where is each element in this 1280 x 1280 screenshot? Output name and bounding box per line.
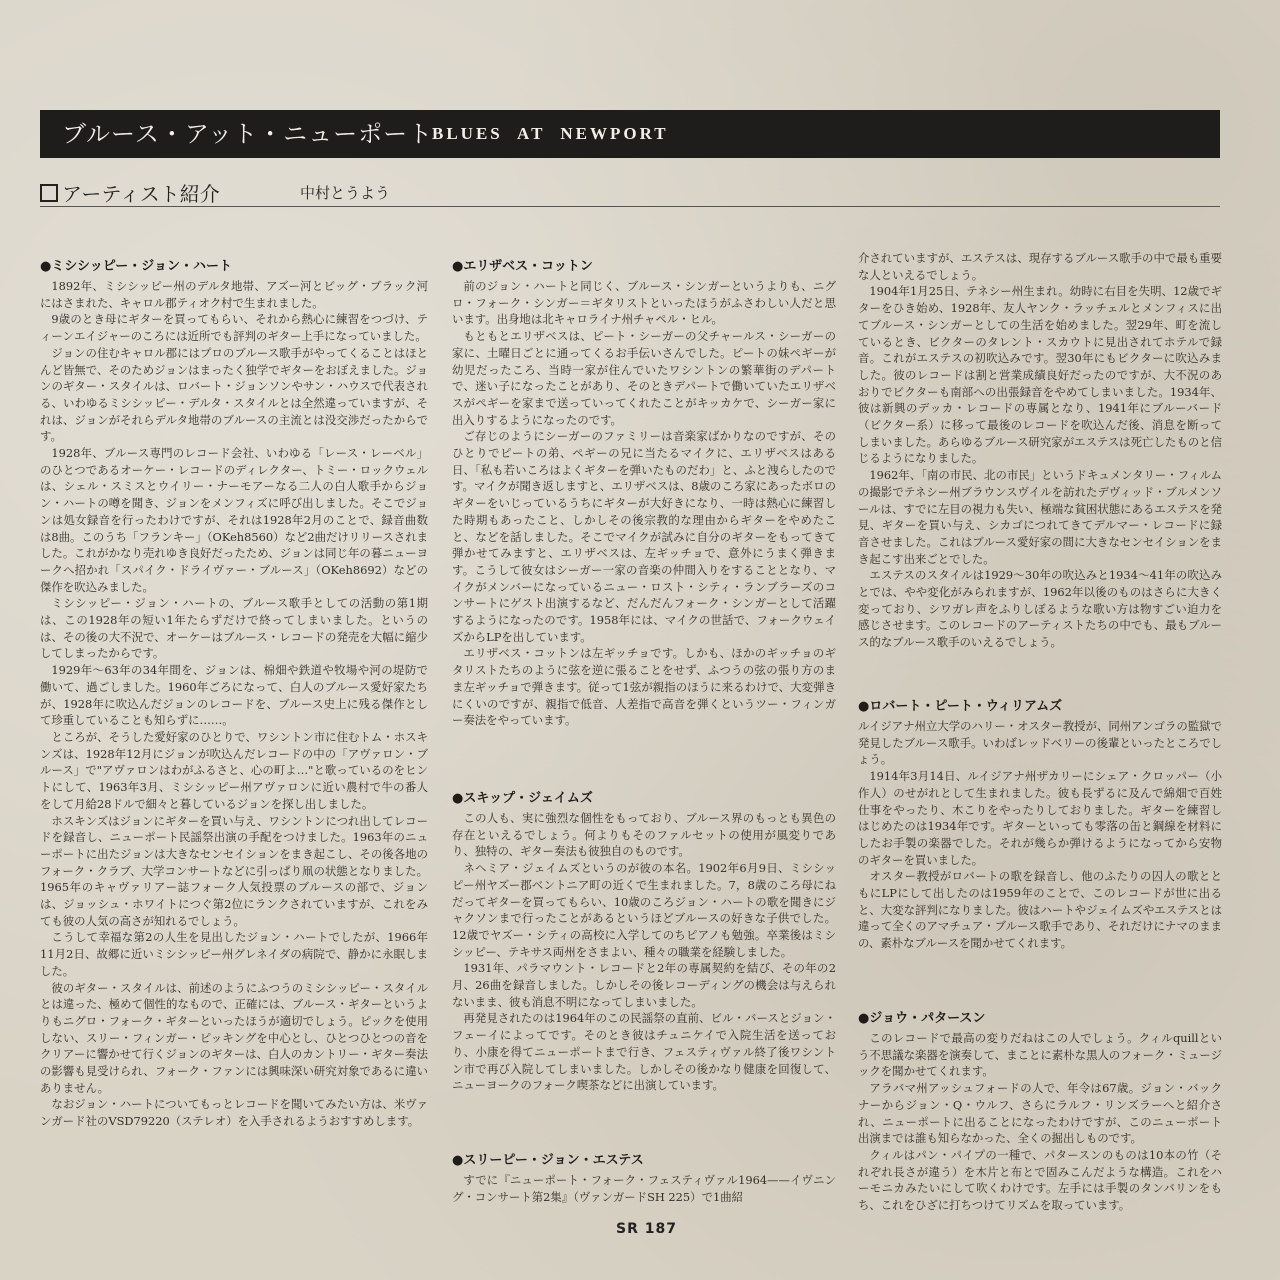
body-paragraph: ところが、そうした愛好家のひとりで、ワシントン市に住むトム・ホスキンズは、1928年12月にジョンが吹込んだレコードの中の「アヴァロン・ブルース」で"アヴァロンはわがふるさと、心の町よ…"と歌っているのをヒントにして、1963年3月、ミシシッピー州アヴァロンに近い農村で牛の番人をして月給28ドルで細々と暮しているジョンを探し出しました。 xyxy=(40,729,428,811)
artist-heading: ●ミシシッピー・ジョン・ハート xyxy=(40,259,232,274)
artist-heading: ●ジョウ・パタースン xyxy=(858,1011,986,1026)
body-paragraph: すでに『ニューポート・フォーク・フェスティヴァル1964——イヴニング・コンサート第2集』（ヴァンガードSH 225）で1曲紹 xyxy=(452,1173,836,1204)
body-paragraph: クィルはパン・パイプの一種で、パタースンのものは10本の竹（それぞれ長さが違う）を木片と布とで固みこんだような構造。これをハーモニカみたいにして吹くわけです。左手には手製のタンバリンをもち、これをひざに打ちつけてリズムを取っています。 xyxy=(858,1147,1222,1213)
artist-section xyxy=(452,790,836,1094)
body-paragraph: ミシシッピー・ジョン・ハートの、ブルース歌手としての活動の第1期は、この1928年の短い1年たらずだけで終ってしまいました。というのは、その後の大不況で、オーケーはブルース・レコードの発売を大幅に縮少してしまったからです。 xyxy=(40,596,428,661)
body-paragraph: 1928年、ブルース専門のレコード会社、いわゆる「レース・レーベル」のひとつであるオーケー・レコードのディレクター、トミー・ロックウェルは、シェル・スミスとウイリー・ナーモアーなる二人の白人歌手からジョン・ハートの噂を聞き、ジョンをメンフィズに呼び出しました。そこでジョンは処女録音を行ったわけですが、それは1928年2月のことで、録音曲数は8曲。このうち「フランキー」（OKeh8560）など2曲だけリリースされました。これがかなり売れゆき良好だったため、ジョンは同じ年の暮ニューヨークへ招かれ「スパイク・ドライヴァー・ブルース」（OKeh8692）などの傑作を吹込みました。 xyxy=(40,446,428,594)
artist-heading: ●ロバート・ピート・ウィリアムズ xyxy=(858,699,1063,714)
body-paragraph: 介されていますが、エステスは、現存するブルース歌手の中で最も重要な人といえるでしょう。 xyxy=(858,251,1222,282)
artist-heading: ●スキップ・ジェイムズ xyxy=(452,791,593,806)
artist-section xyxy=(858,698,1222,952)
body-paragraph: アラバマ州アッシュフォードの人で、年令は67歳。ジョン・バックナーからジョン・Q・ウルフ、さらにラルフ・リンズラーへと紹介され、ニューポートに出ることになったわけですが、このニューポート出演までは誰も知らなかった、全くの掘出しものです。 xyxy=(858,1081,1222,1146)
artist-section xyxy=(452,258,836,729)
artist-heading: ●エリザベス・コットン xyxy=(452,259,593,274)
section-title xyxy=(40,178,220,207)
artist-section xyxy=(452,1152,836,1205)
body-paragraph: 1904年1月25日、テネシー州生まれ。幼時に右目を失明、12歳でギターをひき始め、1928年、友人ヤンク・ラッチェルとメンフィスに出てブルース・シンガーとしての生活を始めました。翌29年、町を流しているとき、ビクターのタレント・スカウトに見出されてホテルで録音。これがエステスの初吹込みです。翌30年にもビクターに吹込みました。彼のレコードは割と営業成績良好だったのですが、大不況のあおりでビクターも南部への出張録音をやめてしまいました。1934年、彼は新興のデッカ・レコードの専属となり、1941年にブルーバード（ビクター系）に移って最後のレコードを吹込んだ後、消息を断ってしまいました。あらゆるブルース研究家がエステスは死亡したものと信じるようになりました。 xyxy=(858,284,1222,466)
body-paragraph: エステスのスタイルは1929～30年の吹込みと1934～41年の吹込みとでは、やや変化がみられますが、1962年以後のものはさらに大きく変っており、シワガレ声をふりしぼるような歌い方は物すごい迫力を感じさせます。このレコードのアーティストたちの中でも、最もブルース的なブルース歌手のいえるでしょう。 xyxy=(858,568,1222,650)
body-paragraph: こうして幸福な第2の人生を見出したジョン・ハートでしたが、1966年11月2日、故郷に近いミシシッピー州グレネイダの病院で、静かに永眠しました。 xyxy=(40,930,428,978)
body-paragraph: エリザベス・コットンは左ギッチョです。しかも、ほかのギッチョのギタリストたちのように弦を逆に張ることをせず、ふつうの弦の張り方のまま左ギッチョで弾きます。従って1弦が親指のほうに来るわけで、大変弾きにくいのですが、親指で低音、人差指で高音を弾くというツー・フィンガー奏法をやっています。 xyxy=(452,646,836,728)
body-paragraph: 再発見されたのは1964年のこの民謡祭の直前、ビル・バースとジョン・フェーイによってです。そのとき彼はチュニケイで入院生活を送っており、小康を得てニューポートまで行き、フェスティヴァル終了後ワシントン市で再び入院してしまいました。しかしその後かなり健康を回復して、ニューヨークのフォーク喫茶などに出演しています。 xyxy=(452,1011,836,1093)
title-japanese: ブルース・アット・ニューポート xyxy=(62,120,434,148)
author-name: 中村とうよう xyxy=(300,184,391,202)
body-paragraph: ご存じのようにシーガーのファミリーは音楽家ばかりなのですが、そのひとりでピートの弟、ペギーの兄に当たるマイクに、エリザベスはある日、「私も若いころはよくギターを弾いたものだわ」と、ふと洩らしたのです。マイクが聞き返しますと、エリザベスは、8歳のころ家にあったボロのギターをいじっているうちにギターが大好きになり、一時は熱心に練習した時期もあったこと、しかしその後宗教的な理由からギターをやめたこと、などを話しました。そこでマイクが試みに自分のギターをもってきて弾かせてみますと、エリザベスは、左ギッチョで、意外にうまく弾きます。こうして彼女はシーガー一家の音楽の仲間入りをすることとなり、マイクがメンバーになっているニュー・ロスト・シティ・ランブラーズのコンサートにゲスト出演するなど、だんだんフォーク・シンガーとして活躍するようになったのです。1958年には、マイクの世話で、フォークウェイズからLPを出しています。 xyxy=(452,429,836,644)
artist-section xyxy=(858,250,1222,651)
body-paragraph: この人も、実に強烈な個性をもっており、ブルース界のもっとも異色の存在といえるでしょう。何よりもそのファルセットの使用が風変りであり、独特の、ギター奏法も彼独自のものです。 xyxy=(452,811,836,859)
body-paragraph: 1914年3月14日、ルイジアナ州ザカリーにシェア・クロッパー（小作人）のせがれとして生まれました。彼も長ずるに及んで綿畑で百姓仕事をやったり、木こりをやったりしておりました。ギターを練習しはじめたのは1934年です。ギターといっても零落の缶と鋼線を材料にしたお手製の楽器でした。それが幾らか弾けるようになってから安物のギターを買いました。 xyxy=(858,769,1222,867)
body-paragraph: 1892年、ミシシッピー州のデルタ地帯、アズー河とビッグ・ブラック河にはさまれた、キャロル郡ティオク村で生まれました。 xyxy=(40,279,428,310)
body-paragraph: ルイジアナ州立大学のハリー・オスター教授が、同州アンゴラの監獄で発見したブルース歌手。いわばレッドベリーの後輩といったところでしょう。 xyxy=(858,719,1222,767)
section-header xyxy=(40,174,1220,208)
body-paragraph: もともとエリザベスは、ピート・シーガーの父チャールス・シーガーの家に、土曜日ごとに通ってくるお手伝いさんでした。ピートの妹ペギーが幼児だったころ、当時一家が住んでいたワシントンの繁華街のデパートで、迷い子になったことがあり、そのときデパートで働いていたエリザベスがペギーを家まで送っていってくれたことがキッカケで、シーガー家に出入りするようになったのです。 xyxy=(452,329,836,427)
body-paragraph: オスター教授がロバートの歌を録音し、他のふたりの囚人の歌とともにLPにして出したのは1959年のことで、このレコードが世に出ると、大変な評判になりました。彼はハートやジェイムズやエステスとは違って全くのアマチュア・ブルース歌手であり、それだけにナマのままの、素朴なブルースを聞かせてくれます。 xyxy=(858,869,1222,951)
artist-section xyxy=(858,1010,1222,1214)
artist-heading: ●スリーピー・ジョン・エステス xyxy=(452,1153,644,1168)
body-paragraph: 1931年、パラマウント・レコードと2年の専属契約を結び、その年の2月、26曲を録音しました。しかしその後レコーディングの機会は与えられないまま、彼も消息不明になってしまいました。 xyxy=(452,961,836,1009)
body-paragraph: このレコードで最高の変りだねはこの人でしょう。クィルquillという不思議な楽器を演奏して、まことに素朴な黒人のフォーク・ミュージックを聞かせてくれます。 xyxy=(858,1031,1222,1079)
section-title-text: アーティスト紹介 xyxy=(62,182,220,206)
column-left xyxy=(40,258,428,1130)
body-paragraph: ジョンの住むキャロル郡にはプロのブルース歌手がやってくることはほとんど皆無で、そのためジョンはまったく独学でギターをおぼえました。ジョンのギター・スタイルは、ロバート・ジョンソンやサン・ハウスで代表される、いわゆるミシシッピー・デルタ・スタイルとは全然違っていますが、それは、ジョンがそれらデルタ地帯のブルースの主流とは没交渉だったからです。 xyxy=(40,345,428,444)
body-paragraph: 前のジョン・ハートと同じく、ブルース・シンガーというよりも、ニグロ・フォーク・シンガー＝ギタリストといったほうがふさわしい人だと思います。出身地は北キャロライナ州チャペル・ヒル。 xyxy=(452,279,836,327)
body-paragraph: 1929年～63年の34年間を、ジョンは、棉畑や鉄道や牧場や河の堤防で働いて、過ごしました。1960年ごろになって、白人のブルース愛好家たちが、1928年に吹込んだジョンのレコードを、ブルース史上に残る傑作として珍重していることも知らずに……。 xyxy=(40,663,428,728)
body-paragraph: ホスキンズはジョンにギターを買い与え、ワシントンにつれ出してレコードを録音し、ニューポート民謡祭出演の手配をつけました。1963年のニューポートに出たジョンは大きなセンセイションをまき起こし、その後各地のフォーク・クラブ、大学コンサートなどに引っぱり凧の状態となりました。1965年のキャヴァリアー誌フォーク人気投票のブルースの部で、ジョンは、ジョッシュ・ホワイトにつぐ第2位にランクされていますが、これをみても彼の人気の高さが知れるでしょう。 xyxy=(40,813,428,928)
body-paragraph: 9歳のとき母にギターを買ってもらい、それから熱心に練習をつづけ、ティーンエイジャーのころには近所でも評判のギター上手になっていました。 xyxy=(40,312,428,344)
body-paragraph: 1962年、「南の市民、北の市民」というドキュメンタリー・フィルムの撮影でテネシー州ブラウンスヴイルを訪れたデヴィッド・ブルメンソールは、すでに左目の視力も失い、極端な貧困状態にあるエステスを発見、ギターを買い与え、シカゴにつれてきてデルマー・レコードに録音させました。これはブルース愛好家の間に大きなセンセイションをまき起こす出来ごとでした。 xyxy=(858,468,1222,566)
body-paragraph: 彼のギター・スタイルは、前述のようにふつうのミシシッピー・スタイルとは違った、極めて個性的なもので、正確には、ブルース・ギターというよりもニグロ・フォーク・ギターといったほうが適切でしょう。ピックを使用しない、スリー・フィンガー・ピッキングを中心とし、ひとつひとつの音をクリアーに響かせて行くジョンのギターは、白人のカントリー・ギター奏法の影響も見受けられ、フォーク・ファンには興味深い研究対象であるに違いありません。 xyxy=(40,980,428,1095)
body-paragraph: ネヘミア・ジェイムズというのが彼の本名。1902年6月9日、ミシシッピー州ヤズー郡ベントニア町の近くで生まれました。7，8歳のころ母にねだってギターを買ってもらい、10歳のころジョン・ハートの歌を聞きにジャクソンまで行ったことがあるというほどブルースの好きな子供でした。12歳でヤズー・シティの高校に入学してのちピアノも勉強。卒業後はミシシッピー、テキサス両州をさまよい、種々の職業を経験しました。 xyxy=(452,861,836,959)
divider-line xyxy=(40,206,1220,207)
square-bullet-icon xyxy=(40,184,58,202)
catalog-number: SR 187 xyxy=(616,1221,677,1237)
title-english: BLUES AT NEWPORT xyxy=(432,124,669,143)
body-paragraph: なおジョン・ハートについてもっとレコードを聞いてみたい方は、米ヴァンガード社のVSD79220（ステレオ）を入手されるようおすすめします。 xyxy=(40,1097,428,1129)
